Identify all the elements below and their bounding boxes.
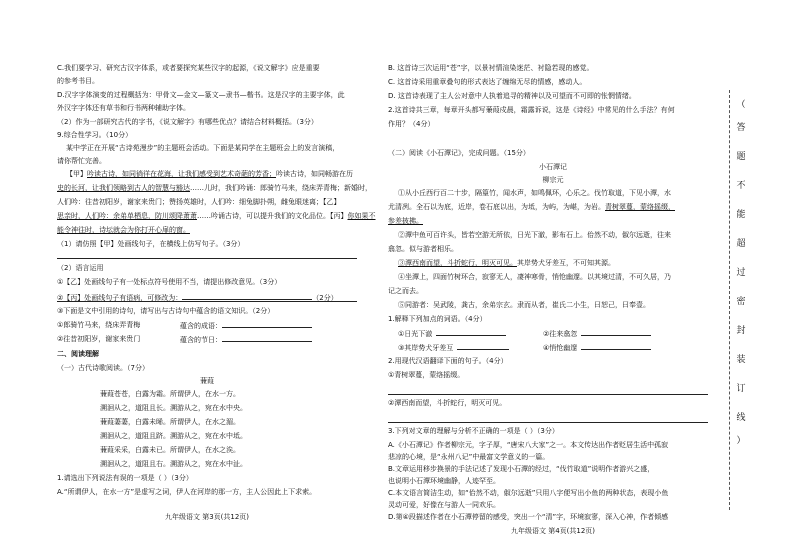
answer-line[interactable]	[57, 258, 357, 259]
poem-line: 蒹葭苍苍，白露为霜。所谓伊人，在水一方。	[100, 390, 240, 398]
paragraph-2: ②潭中鱼可百许头，皆若空游无所依，日光下澈，影布石上。佁然不动，俶尔远逝，往来	[398, 231, 671, 239]
r-q1-item-text: ④悄怆幽邃	[543, 344, 578, 352]
q9-1: （1）请仿照【甲】处画线句子，在横线上仿写句子。（3分）	[57, 240, 245, 248]
blank-field[interactable]	[581, 328, 651, 336]
c-option-r: C. 这首诗采用重章叠句的形式表达了缠绵无尽的情感，感动人。	[388, 78, 587, 86]
seal-char: （	[736, 100, 746, 110]
question-1-option-a: A.“所谓伊人，在水一方”是虚写之词，伊人在河岸的那一方，主人公因此上下求索。	[57, 488, 317, 496]
seal-char: 题	[736, 152, 746, 162]
idiom-2	[57, 334, 140, 344]
paragraph-2-cont: 翕忽。似与游者相乐。	[388, 245, 458, 253]
speech-line-1	[66, 169, 353, 179]
r-q1-item	[398, 342, 509, 353]
seal-char: 能	[736, 210, 746, 220]
blank-field[interactable]	[436, 328, 506, 336]
idiom-1	[57, 320, 140, 330]
answer-line[interactable]	[388, 394, 708, 395]
seal-char: 密	[736, 297, 746, 307]
c-option: C.我们要学习、研究古汉字体系，或者要探究某些汉字的起源，《说文解字》应是重要	[57, 64, 320, 72]
seal-char: 答	[736, 123, 746, 133]
seal-char: 超	[736, 239, 746, 249]
poem-line: 溯洄从之，道阻且跻。溯游从之，宛在水中坻。	[100, 432, 247, 440]
idiom-2-answer	[180, 334, 312, 345]
r-q1-item	[543, 342, 651, 353]
paragraph-1-end	[388, 216, 423, 226]
b-option: B. 这首诗三次运用“苍”字，以景衬情渲染迷茫、衬隐若现的感觉。	[388, 64, 594, 72]
idiom-2-label: 蕴含的节日：	[180, 336, 222, 344]
page-footer-right: 九年级语文 第4页(共12页)	[510, 527, 596, 535]
q9-intro-1: 某中学正在开展“古诗苑漫步”的主题班会活动。下面是某同学在主题班会上的发言演稿，	[66, 144, 340, 152]
poem-line: 蒹葭萋萋，白露未晞。所谓伊人，在水之湄。	[100, 418, 240, 426]
r-question-3: 3.下列对文章的理解与分析不正确的一项是（ ）（3分）	[388, 427, 559, 435]
r-q2-1: ①青树翠蔓，蒙络摇缀。	[388, 371, 465, 379]
blank-field[interactable]	[222, 320, 312, 328]
speech-4b: 余弟单栖息，防川颂降萧萧	[113, 212, 197, 220]
seal-char: 过	[736, 268, 746, 278]
c-option-cont: 的参考书目。	[57, 77, 99, 85]
r-q3-a: A.《小石潭记》作者柳宗元，字子厚，“唐宋八大家”之一。本文传达出作者贬居生活中孤寂	[388, 441, 669, 449]
r-q1-item	[543, 328, 651, 339]
idiom-1-label: 蕴含的成语：	[180, 322, 222, 330]
q9-2-2-text: ②【丙】处画线句子有语病，可修改为：	[57, 294, 183, 302]
answer-line[interactable]	[388, 422, 708, 423]
seal-char: 订	[736, 384, 746, 394]
speech-line-4	[57, 211, 376, 221]
r-q3-b-cont: 也说明小石潭环境幽静，人迹罕至。	[388, 477, 500, 485]
paragraph-4-cont: 记之而去。	[388, 287, 423, 295]
blank-field[interactable]	[222, 334, 312, 342]
d-option-cont: 外汉字字体还有草书和行书两种辅助字体。	[57, 104, 190, 112]
poem-line: 蒹葭采采，白露未已。所谓伊人，在水之涘。	[100, 446, 240, 454]
blank-field[interactable]	[581, 342, 651, 350]
r-question-1: 1.解释下列加点的词语。（4分）	[388, 315, 487, 323]
seal-char: 线	[736, 413, 746, 423]
idiom-1-answer	[180, 320, 312, 331]
seal-char: 装	[736, 355, 746, 365]
speech-4c: ……吟诵古诗，可以提升我们的文化品位。	[197, 212, 330, 220]
r-q3-d: D.第④段描述作者在小石潭停留的感受，突出一个“清”字，环境寂寥，深入心神，作者倾感	[388, 513, 669, 521]
paragraph-3	[398, 258, 615, 268]
blank-field[interactable]	[457, 342, 509, 350]
underlined-sentence-jia: 吟读古诗，如同徜徉在花海，让我们感受到艺术奇葩的芳香；	[87, 170, 276, 178]
marker-jia: 【甲】	[66, 170, 87, 178]
seal-dashed-line	[729, 90, 731, 510]
q9-2: （2）语言运用	[57, 264, 104, 272]
para-3b: 其岸势犬牙差互，不可知其源。	[517, 259, 615, 267]
speech-3: 人们吟：往昔初阳岁，谢家来贵门；赞扬英雄时，人们吟：细兔脚扑朔，雌兔眼迷离；	[57, 198, 323, 206]
speech-line-3	[57, 197, 341, 207]
speech-line-5	[57, 225, 190, 235]
section-2-heading: 二、阅读理解	[57, 350, 99, 358]
speech-2a: 史的长河，让我们领略到古人的智慧与豁达	[57, 184, 190, 192]
r-q1-item-text: ①日光下澈	[398, 330, 433, 338]
r-question-2: 2.用现代汉语翻译下面的句子。（4分）	[388, 357, 508, 365]
reading-1-heading: （一）古代诗歌阅读。（7分）	[57, 364, 149, 372]
r-q3-b: B.文章运用移步换景的手法记述了发现小石潭的经过，“伐竹取道”说明作者游兴之盛，	[388, 465, 655, 473]
paragraph-1-cont	[388, 202, 675, 212]
d-option: D.汉字字体演变的过程概括为：甲骨文—金文—篆文—隶书—楷书。这是汉字的主要字体，此	[57, 91, 345, 99]
r-q1-item-text: ②往来翕忽	[543, 330, 578, 338]
paragraph-4: ④坐潭上，四面竹树环合，寂寥无人，凄神寒骨，悄怆幽邃。以其境过清，不可久居，乃	[398, 273, 671, 281]
article-author: 柳宗元	[542, 176, 564, 184]
speech-line-2	[57, 183, 372, 193]
speech-2b: ……儿时，我们吟诵：郎骑竹马来，绕床弄青梅；新婚时，	[190, 184, 372, 192]
idiom-2-text: ②往昔初阳岁，谢家来贵门	[57, 335, 141, 343]
speech-5: 能令神往时，诗坛就会为你打开心扉的窗。	[57, 226, 190, 234]
d-option-r: D. 这首诗表现了主人公对意中人执着追寻的精神以及可望而不可即的怅惘情绪。	[388, 92, 636, 100]
page-footer-left: 九年级语文 第3页(共12页)	[164, 513, 250, 521]
q9-2-2-score: （2分）	[312, 294, 338, 302]
seal-char: 封	[736, 326, 746, 336]
paragraph-5: ⑤同游者：吴武陵，龚古，余弟宗玄。隶而从者，崔氏二小生，曰恕己，曰奉壹。	[398, 301, 650, 309]
question-1: 1.请选出下列说法有误的一项是（ ）（3分）	[57, 474, 193, 482]
q9-3: ③下面是文中引用的诗句，请写出与古诗句中蕴含的语文知识。（2分）	[57, 307, 275, 315]
r-q3-c-cont: 灵动可爱，好像在与游人一同欢乐。	[388, 501, 500, 509]
speech-4e: 你如果不	[347, 212, 376, 220]
seal-notice	[735, 100, 749, 447]
q9-2-2	[57, 292, 338, 303]
r-q3-c: C.本文语言简洁生动，如“佁然不动，俶尔远逝”只用八字便写出小鱼的两种状态，表现小鱼	[388, 489, 669, 497]
para-1d: 参差披拂。	[388, 217, 423, 225]
seal-char: 不	[736, 181, 746, 191]
seal-char: ）	[736, 436, 746, 446]
para-3a: ③潭西南而望，斗折蛇行，明灭可见。	[398, 259, 517, 267]
poem-line: 溯洄从之，道阻且右。溯游从之，宛在水中沚。	[100, 460, 247, 468]
paragraph-1: ①从小丘西行百二十步，隔篁竹，闻水声，如鸣佩环，心乐之。伐竹取道，下见小潭，水	[398, 189, 671, 197]
question-2-cont: 作用？（4分）	[388, 120, 435, 128]
reading-2-heading: （二）阅读《小石潭记》，完成问题。（15分）	[388, 149, 530, 157]
article-title: 小石潭记	[539, 163, 567, 171]
r-q2-2: ②潭西南而望，斗折蛇行，明灭可见。	[388, 399, 507, 407]
speech-4a: 思亲时，人们吟：	[57, 212, 113, 220]
para-1b: 尤清冽。全石以为底，近岸，卷石底以出，为坻，为屿，为嵁，为岩。	[388, 203, 605, 211]
poem-title: 蒹葭	[200, 377, 214, 385]
question-9: 9.综合性学习。（10分）	[57, 131, 133, 139]
q9-intro-2: 请你帮忙完善。	[57, 157, 106, 165]
r-q3-a-cont: 悲凉的心境，是“永州八记”中最富文学意义的一篇。	[388, 453, 550, 461]
idiom-1-text: ①郎骑竹马来，绕床弄青梅	[57, 321, 141, 329]
q9-2-1: ①【乙】处画线句子有一处标点符号使用不当，请提出修改意见。（3分）	[57, 278, 282, 286]
marker-bing: 【丙】	[330, 212, 348, 220]
poem-line: 溯洄从之，道阻且长。溯游从之，宛在水中央。	[100, 404, 247, 412]
r-q1-item	[398, 328, 506, 339]
question-8-2: （2）作为一部研究古代的字书，《说文解字》有哪些优点？请结合材料概括。（3分）	[57, 118, 318, 126]
marker-yi: 【乙】	[323, 198, 341, 206]
r-q1-item-text: ③其岸势犬牙差互	[398, 344, 454, 352]
question-2: 2.这首诗共三章，每章开头都写蒹葭戍晨，霜露诉说，这是《诗经》中常见的什么手法？有何	[388, 106, 675, 114]
para-1c: 青树翠蔓，蒙络摇缀，	[605, 203, 675, 211]
speech-1c: 吟读古诗，如同畅游在历	[276, 170, 353, 178]
blank-field[interactable]	[182, 292, 312, 300]
